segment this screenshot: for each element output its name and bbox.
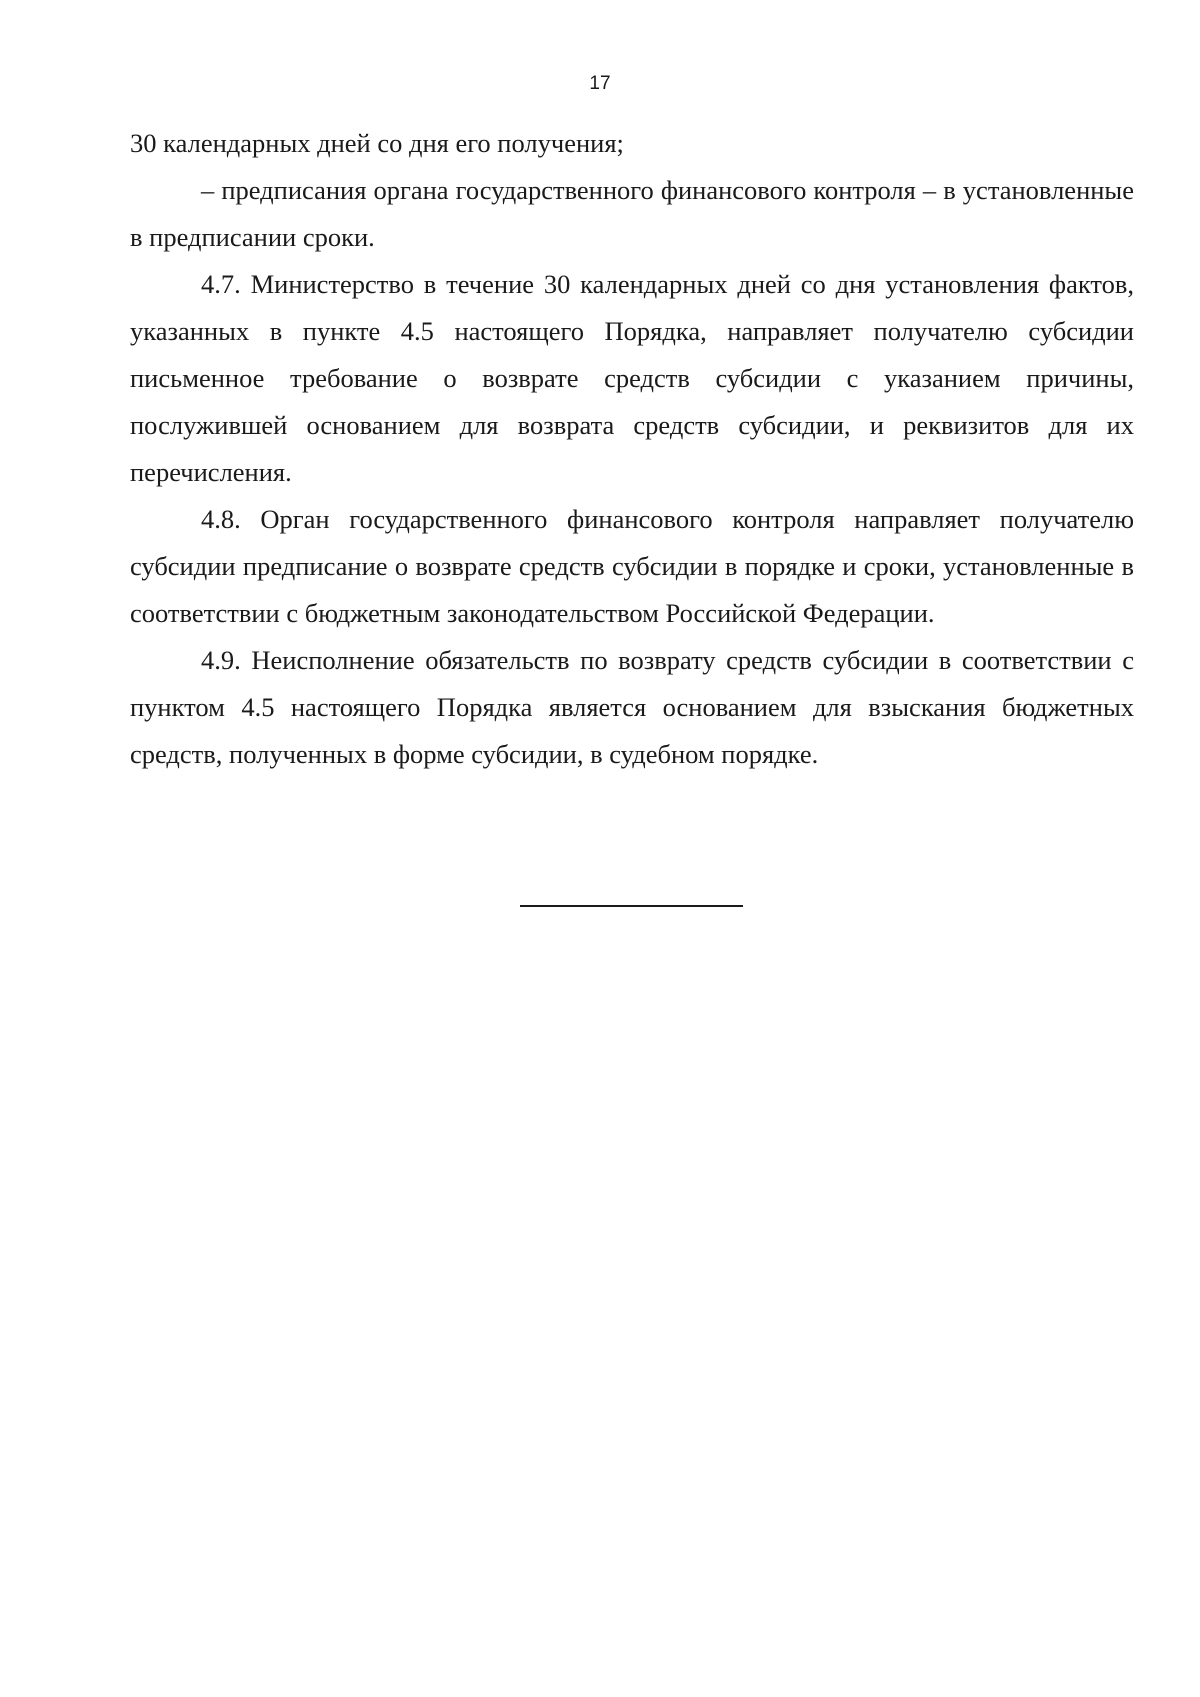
paragraph-4-8: 4.8. Орган государственного финансового контроля направляет получателю субсидии предписание о возврате средств субсидии в порядке и сроки, установленные в соответствии с бюджетным законодательством Российской Федерации. [130,504,1134,628]
page-number: 17 [589,73,611,94]
paragraph-4-9: 4.9. Неисполнение обязательств по возврату средств субсидии в соответствии с пунктом 4.5 настоящего Порядка является основанием для взыскания бюджетных средств, полученных в форме субсидии, в судебном порядке. [130,645,1134,769]
paragraph-4-7: 4.7. Министерство в течение 30 календарных дней со дня установления фактов, указанных в пункте 4.5 настоящего Порядка, направляет получателю субсидии письменное требование о возврате средств субсидии с указанием причины, послужившей основанием для возврата средств субсидии, и реквизитов для их перечисления. [130,269,1134,487]
document-body [130,120,1134,778]
closing-divider-line [520,905,743,907]
paragraph-continuation: 30 календарных дней со дня его получения; [130,128,624,158]
paragraph-list-item: – предписания органа государственного финансового контроля – в установленные в предписании сроки. [130,175,1134,252]
